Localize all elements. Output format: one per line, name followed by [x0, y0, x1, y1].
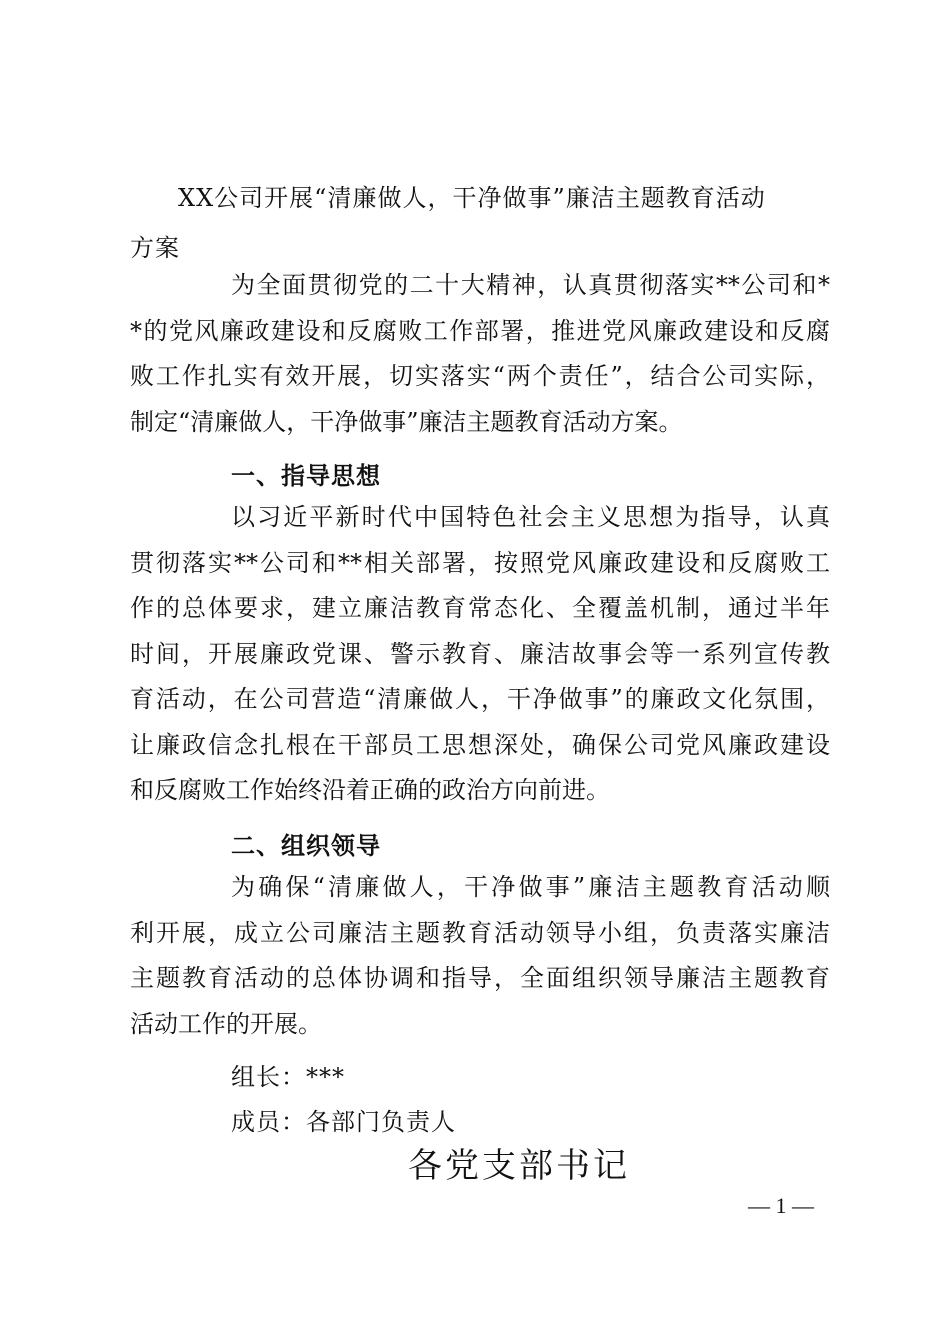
paragraph-line: 以习近平新时代中国特色社会主义思想为指导，认真 [231, 503, 830, 531]
paragraph-line: 为确保“清廉做人，干净做事”廉洁主题教育活动顺 [231, 873, 830, 901]
paragraph-line: 贯彻落实**公司和**相关部署，按照党风廉政建设和反腐败工 [130, 548, 830, 577]
group-leader-line: 组长：*** [231, 1063, 345, 1091]
group-members-line: 成员：各部门负责人 [231, 1108, 456, 1136]
document-title-line-2: 方案 [130, 234, 180, 262]
section-heading-organization: 二、组织领导 [231, 832, 381, 860]
paragraph-line: 活动工作的开展。 [130, 1009, 322, 1038]
paragraph-line: 时间，开展廉政党课、警示教育、廉洁故事会等一系列宣传教 [130, 639, 830, 668]
section-heading-guiding-thought: 一、指导思想 [231, 462, 381, 490]
paragraph-line: 让廉政信念扎根在干部员工思想深处，确保公司党风廉政建设 [130, 730, 830, 759]
paragraph-line: 败工作扎实有效开展，切实落实“两个责任”，结合公司实际， [130, 362, 830, 390]
page-number: — 1 — [748, 1193, 814, 1218]
paragraph-line: 为全面贯彻党的二十大精神，认真贯彻落实**公司和* [231, 271, 830, 299]
paragraph-line: *的党风廉政建设和反腐败工作部署，推进党风廉政建设和反腐 [130, 316, 830, 345]
paragraph-line: 作的总体要求，建立廉洁教育常态化、全覆盖机制，通过半年 [130, 594, 830, 622]
section-guiding-thought-paragraph [130, 495, 830, 814]
document-title-line-1: XX公司开展“清廉做人，干净做事”廉洁主题教育活动 [178, 184, 766, 212]
paragraph-line: 主题教育活动的总体协调和指导，全面组织领导廉洁主题教育 [130, 964, 830, 992]
branch-secretaries-line: 各党支部书记 [408, 1146, 630, 1186]
paragraph-line: 利开展，成立公司廉洁主题教育活动领导小组，负责落实廉洁 [130, 918, 830, 947]
section-organization-paragraph [130, 865, 830, 1047]
paragraph-line: 育活动，在公司营造“清廉做人，干净做事”的廉政文化氛围， [130, 685, 830, 713]
paragraph-line: 制定“清廉做人，干净做事”廉洁主题教育活动方案。 [130, 407, 683, 436]
intro-paragraph [130, 263, 830, 445]
paragraph-line: 和反腐败工作始终沿着正确的政治方向前进。 [130, 776, 610, 804]
